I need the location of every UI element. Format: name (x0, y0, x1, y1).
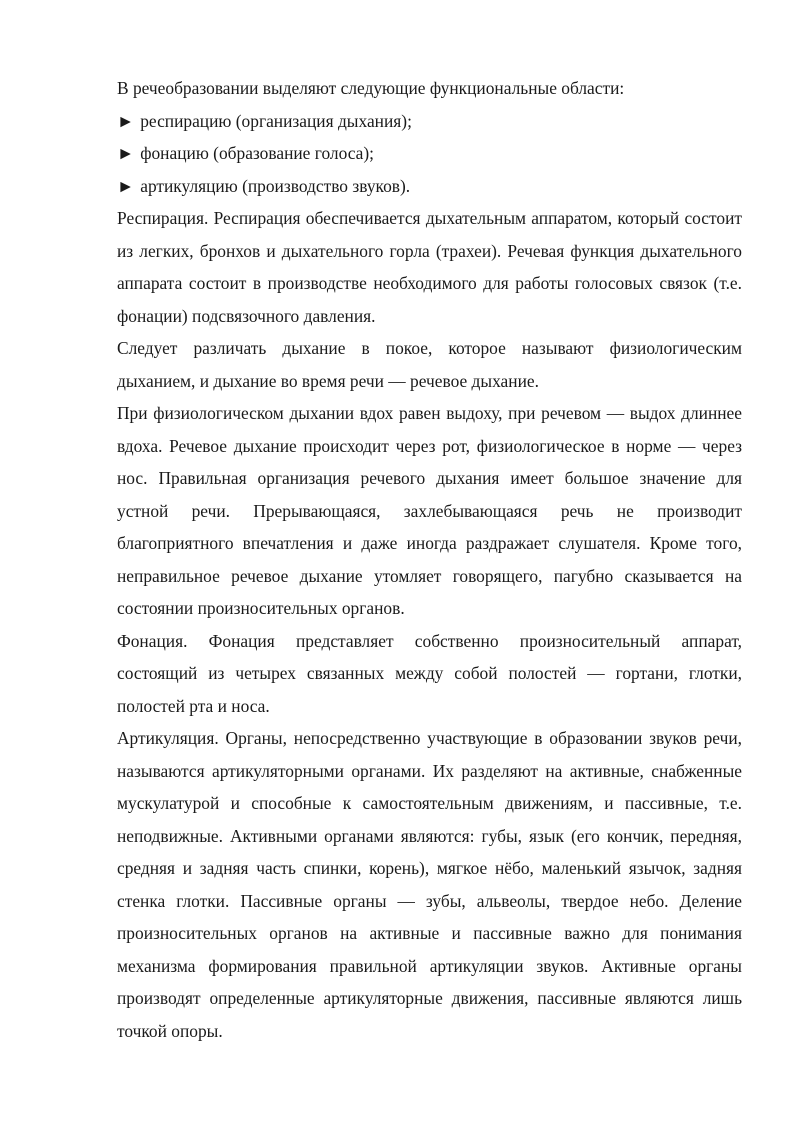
bullet-text: фонацию (образование голоса); (140, 143, 374, 163)
triangle-bullet-icon: ► (117, 175, 135, 196)
bullet-text: респирацию (организация дыхания); (140, 110, 412, 131)
bullet-item-respiration (117, 105, 742, 138)
paragraph-articulation: Артикуляция. Органы, непосредственно участвующие в образовании звуков речи, называются артикуляторными органами. Их разделяют на активные, снабженные мускулатурой и способные к самостоятельным движениям, и пассивные, т.е. неподвижные. Активными органами являются: губы, язык (его кончик, передняя, средняя и задняя часть спинки, корень), мягкое нёбо, маленький язычок, задняя стенка глотки. Пассивные органы — зубы, альвеолы, твердое небо. Деление произносительных органов на активные и пассивные важно для понимания механизма формирования правильной артикуляции звуков. Активные органы производят определенные артикуляторные движения, пассивные являются лишь точкой опоры. (117, 728, 742, 1041)
document-page (117, 72, 742, 1047)
bullet-item-phonation (117, 137, 742, 170)
bullet-item-articulation (117, 170, 742, 203)
paragraph-speech-breathing: При физиологическом дыхании вдох равен выдоху, при речевом — выдох длиннее вдоха. Речевое дыхание происходит через рот, физиологическое в норме — через нос. Правильная организация речевого дыхания имеет большое значение для устной речи. Прерывающаяся, захлебывающаяся речь не производит благоприятного впечатления и даже иногда раздражает слушателя. Кроме того, неправильное речевое дыхание утомляет говорящего, пагубно сказывается на состоянии произносительных органов. (117, 403, 742, 618)
triangle-bullet-icon: ► (117, 110, 135, 131)
paragraph-phonation: Фонация. Фонация представляет собственно произносительный аппарат, состоящий из четырех связанных между собой полостей — гортани, глотки, полостей рта и носа. (117, 630, 742, 716)
paragraph-breathing-types: Следует различать дыхание в покое, которое называют физиологическим дыханием, и дыхание во время речи — речевое дыхание. (117, 338, 742, 391)
intro-line: В речеобразовании выделяют следующие функциональные области: (117, 78, 625, 98)
triangle-bullet-icon: ► (117, 143, 135, 163)
bullet-text: артикуляцию (производство звуков). (140, 175, 411, 196)
paragraph-respiration: Респирация. Респирация обеспечивается дыхательным аппаратом, который состоит из легких, бронхов и дыхательного горла (трахеи). Речевая функция дыхательного аппарата состоит в производстве необходимого для работы голосовых связок (т.е. фонации) подсвязочного давления. (117, 208, 742, 326)
